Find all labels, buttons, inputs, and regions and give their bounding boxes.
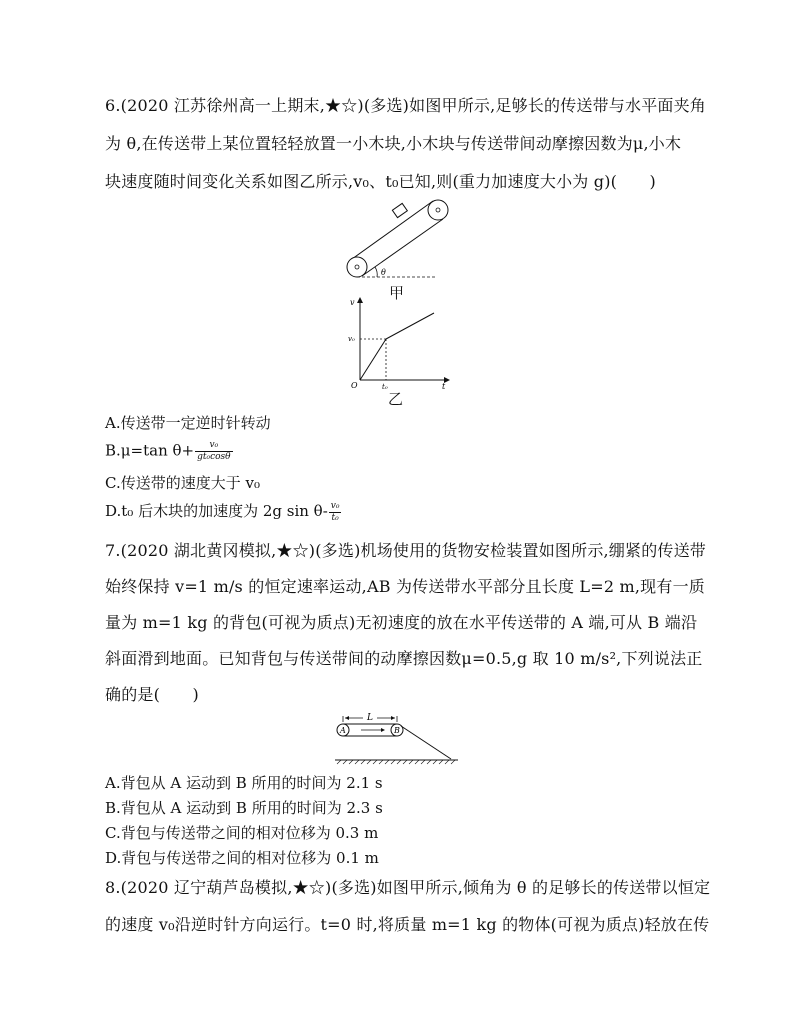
figure-jia-label: 甲 — [389, 284, 405, 302]
origin-label: O — [351, 381, 358, 390]
q7-stem-line-1: 7.(2020 湖北黄冈模拟,★☆)(多选)机场使用的货物安检装置如图所示,绷紧的传送带 — [105, 541, 707, 560]
q7-stem-line-5: 确的是( ) — [105, 685, 199, 704]
q7-option-b: B.背包从 A 运动到 B 所用的时间为 2.3 s — [105, 799, 383, 817]
figure-yi-vt-graph — [340, 295, 450, 390]
figure-yi-label: 乙 — [388, 390, 404, 408]
q7-option-a: A.背包从 A 运动到 B 所用的时间为 2.1 s — [105, 774, 383, 792]
point-B-label: B — [394, 726, 400, 735]
q6-option-b-fraction — [195, 440, 232, 463]
q6-option-c: C.传送带的速度大于 v₀ — [105, 474, 260, 492]
q6-option-d-fraction — [329, 501, 342, 524]
v0-tick-label: v₀ — [348, 335, 355, 343]
figure-q7-conveyor — [333, 706, 463, 768]
q6-stem-line-1: 6.(2020 江苏徐州高一上期末,★☆)(多选)如图甲所示,足够长的传送带与水平面夹角 — [105, 96, 707, 115]
figure-jia-conveyor — [335, 195, 455, 285]
q6-stem-line-2: 为 θ,在传送带上某位置轻轻放置一小木块,小木块与传送带间动摩擦因数为μ,小木 — [105, 134, 682, 153]
q6-option-d — [105, 500, 342, 524]
fraction-denominator: gt₀cosθ — [197, 452, 231, 462]
axis-v-label: v — [350, 298, 355, 307]
fraction-denominator: t₀ — [331, 512, 339, 523]
q8-stem-line-1: 8.(2020 辽宁葫芦岛模拟,★☆)(多选)如图甲所示,倾角为 θ 的足够长的传送带以恒定 — [105, 878, 711, 897]
point-A-label: A — [340, 726, 346, 735]
q6-option-b — [105, 440, 234, 463]
axis-t-label: t — [442, 382, 446, 390]
q6-option-a: A.传送带一定逆时针转动 — [105, 414, 271, 432]
q7-option-d: D.背包与传送带之间的相对位移为 0.1 m — [105, 849, 379, 867]
t0-tick-label: t₀ — [382, 383, 388, 390]
q7-stem-line-4: 斜面滑到地面。已知背包与传送带间的动摩擦因数μ=0.5,g 取 10 m/s²,下列说法正 — [105, 649, 703, 668]
q7-stem-line-3: 量为 m=1 kg 的背包(可视为质点)无初速度的放在水平传送带的 A 端,可从 B 端沿 — [105, 613, 698, 632]
q7-stem-line-2: 始终保持 v=1 m/s 的恒定速率运动,AB 为传送带水平部分且长度 L=2 m,现有一质 — [105, 577, 705, 596]
length-L-label: L — [367, 713, 373, 723]
q6-option-b-text: B.μ=tan θ+ — [105, 441, 195, 460]
q6-option-d-text: D.t₀ 后木块的加速度为 2g sin θ- — [105, 502, 328, 520]
q6-stem-line-3: 块速度随时间变化关系如图乙所示,v₀、t₀已知,则(重力加速度大小为 g)( ) — [105, 172, 656, 191]
q8-stem-line-2: 的速度 v₀沿逆时针方向运行。t=0 时,将质量 m=1 kg 的物体(可视为质点)轻放在传 — [105, 915, 710, 934]
q7-option-c: C.背包与传送带之间的相对位移为 0.3 m — [105, 824, 379, 842]
fraction-numerator: v₀ — [195, 440, 232, 452]
angle-theta-label: θ — [381, 268, 386, 277]
fraction-numerator: v₀ — [330, 500, 340, 511]
